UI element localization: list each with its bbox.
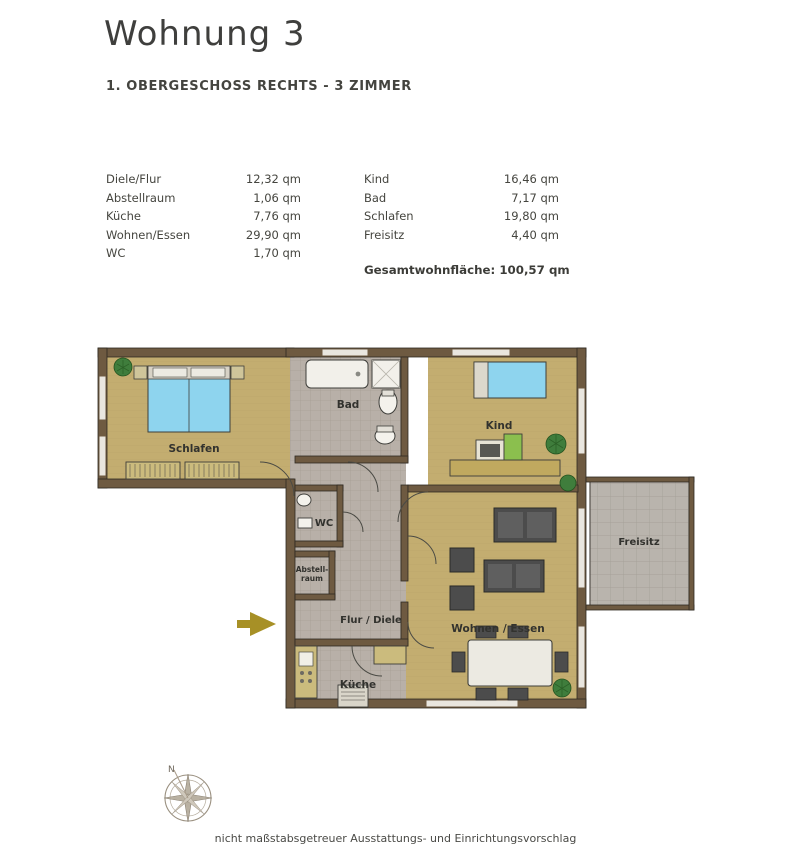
area-row — [364, 207, 559, 226]
room-label-bad: Bad — [336, 399, 360, 411]
area-value: 19,80 qm — [503, 209, 559, 223]
area-value: 7,17 qm — [511, 190, 559, 205]
entrance-arrow-icon — [237, 612, 276, 636]
room-label-freisitz: Freisitz — [618, 537, 660, 548]
area-column-right — [364, 170, 559, 244]
area-label: WC — [106, 246, 126, 260]
page-subtitle: 1. OBERGESCHOSS RECHTS - 3 ZIMMER — [106, 79, 412, 94]
area-label: Küche — [106, 209, 141, 223]
floor-plan — [90, 340, 710, 760]
room-label-abstellraum: Abstell- — [295, 565, 329, 574]
area-value: 7,76 qm — [253, 209, 301, 223]
room-label-abstellraum-2: raum — [301, 574, 323, 583]
room-label-schlafen: Schlafen — [168, 443, 220, 455]
area-row — [106, 207, 301, 226]
area-label: Schlafen — [364, 209, 414, 223]
area-row — [364, 226, 559, 245]
plant-icon — [553, 679, 571, 697]
room-label-wohnen: Wohnen / Essen — [451, 623, 545, 635]
area-value: 16,46 qm — [503, 172, 559, 186]
room-label-wc: WC — [314, 518, 334, 529]
area-row — [364, 189, 559, 208]
page-title: Wohnung 3 — [104, 14, 306, 54]
compass-north-label: N — [168, 765, 175, 775]
total-area: Gesamtwohnfläche: 100,57 qm — [364, 263, 570, 277]
area-label: Abstellraum — [106, 190, 176, 205]
area-value: 1,70 qm — [253, 246, 301, 260]
compass-rose — [152, 760, 224, 832]
room-label-flur: Flur / Diele — [340, 615, 402, 626]
area-row — [106, 226, 301, 245]
area-label: Diele/Flur — [106, 172, 162, 186]
area-label: Kind — [364, 172, 390, 186]
room-label-kind: Kind — [485, 420, 513, 432]
area-label: Bad — [364, 190, 387, 205]
room-label-kueche: Küche — [339, 679, 377, 691]
area-value: 12,32 qm — [245, 172, 301, 186]
area-row — [364, 170, 559, 189]
area-label: Freisitz — [364, 227, 405, 242]
area-label: Wohnen/Essen — [106, 227, 191, 242]
area-value: 4,40 qm — [511, 227, 559, 242]
plant-icon — [114, 358, 132, 376]
plant-icon — [560, 475, 576, 491]
area-row — [106, 244, 301, 263]
area-column-left — [106, 170, 301, 263]
disclaimer-note: nicht maßstabsgetreuer Ausstattungs- und Einrichtungsvorschlag — [214, 832, 577, 845]
area-value: 29,90 qm — [245, 227, 301, 242]
area-row — [106, 189, 301, 208]
area-row — [106, 170, 301, 189]
area-value: 1,06 qm — [253, 190, 301, 205]
room-wc — [290, 488, 340, 546]
plant-icon — [546, 434, 566, 454]
